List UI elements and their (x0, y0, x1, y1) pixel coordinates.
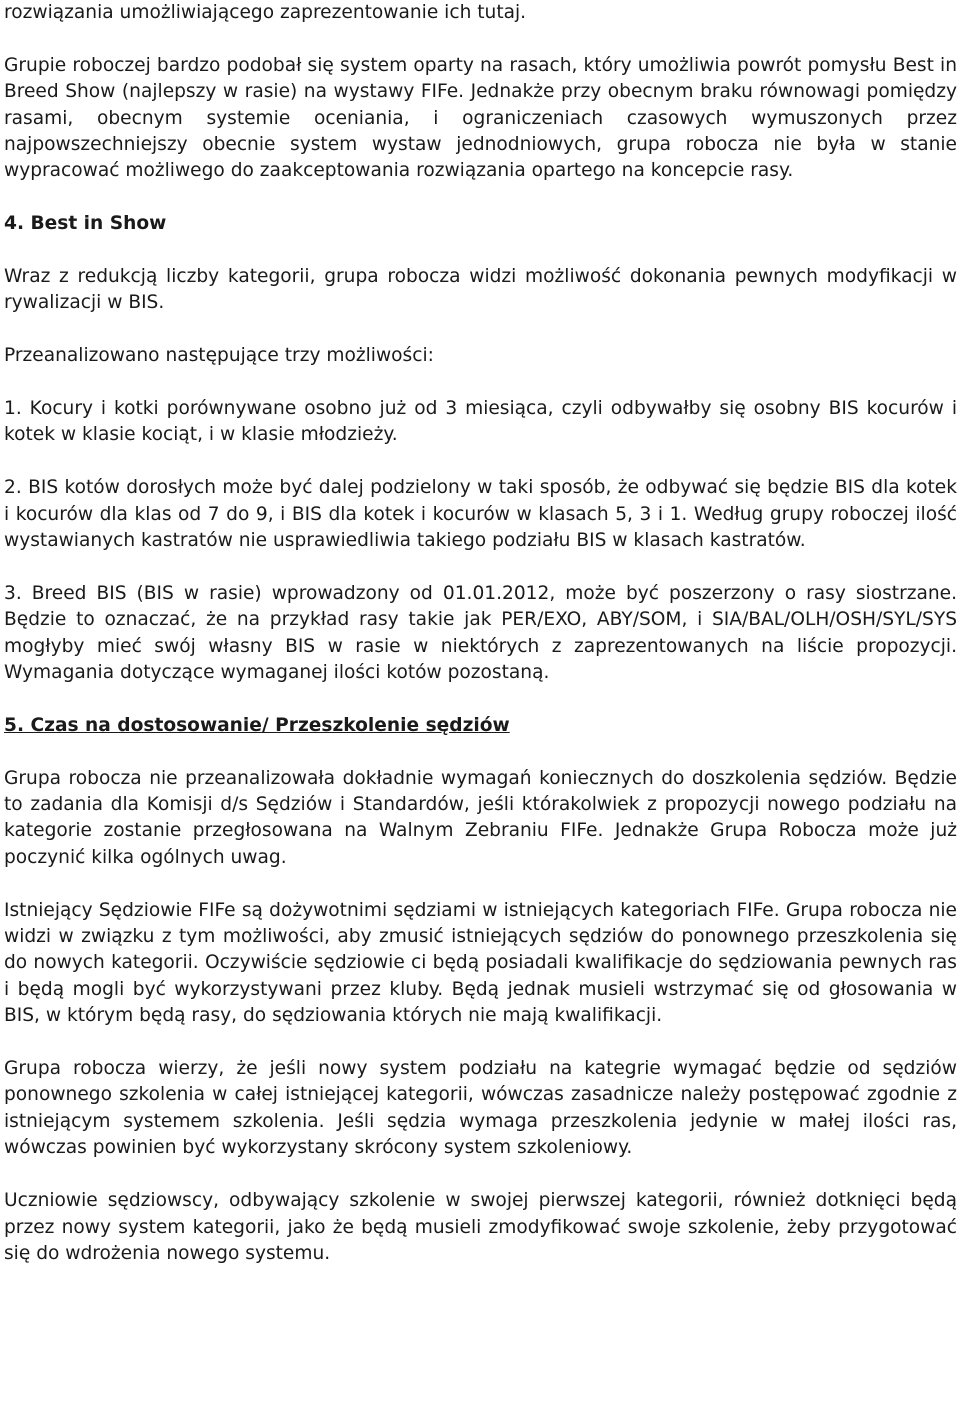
paragraph-bis-modifications: Wraz z redukcją liczby kategorii, grupa robocza widzi możliwość dokonania pewnych modyfikacji w rywalizacji w BIS. (4, 266, 957, 314)
option-2: 2. BIS kotów dorosłych może być dalej podzielony w taki sposób, że odbywać się będzie BIS dla kotek i kocurów dla klas od 7 do 9, i BIS dla kotek i kocurów w klasach 5, 3 i 1. Według grupy roboczej ilość wystawianych kastratów nie usprawiedliwia takiego podziału BIS w klasach kastratów. (4, 477, 957, 552)
paragraph-existing-judges: Istniejący Sędziowie FIFe są dożywotnimi sędziami w istniejących kategoriach FIFe. Grupa robocza nie widzi w związku z tym możliwości, aby zmusić istniejących sędziów do ponownego przeszkolenia się do nowych kategorii. Oczywiście sędziowie ci będą posiadali kwalifikacje do sędziowania pewnych ras i będą mogli być wykorzystywani przez kluby. Będą jednak musieli wstrzymać się od głosowania w BIS, w którym będą rasy, do sędziowania których nie mają kwalifikacji. (4, 899, 957, 1027)
paragraph-breed-system: Grupie roboczej bardzo podobał się system oparty na rasach, który umożliwia powrót pomysłu Best in Breed Show (najlepszy w rasie) na wystawy FIFe. Jednakże przy obecnym braku równowagi pomiędzy rasami, obecnym systemie oceniania, i ograniczeniach czasowych wymuszonych przez najpowszechniejszy obecnie system wystaw jednodniowych, grupa robocza nie była w stanie wypracować możliwego do zaakceptowania rozwiązania opartego na koncepcie rasy. (4, 54, 957, 182)
paragraph-trainee-judges: Uczniowie sędziowscy, odbywający szkolenie w swojej pierwszej kategorii, również dotknięci będą przez nowy system kategorii, jako że będą musieli zmodyfikować swoje szkolenie, żeby przygotować się do wdrożenia nowego systemu. (4, 1190, 957, 1264)
document-page (4, 0, 957, 1267)
option-3: 3. Breed BIS (BIS w rasie) wprowadzony od 01.01.2012, może być poszerzony o rasy siostrzane. Będzie to oznaczać, że na przykład rasy takie jak PER/EXO, ABY/SOM, i SIA/BAL/OLH/OSH/SYL/SYS mogłyby mieć swój własny BIS w rasie w niektórych z zaprezentowanych na liście propozycji. Wymagania dotyczące wymaganej ilości kotów pozostaną. (4, 582, 957, 684)
section-heading-best-in-show: 4. Best in Show (4, 213, 167, 235)
paragraph-three-options: Przeanalizowano następujące trzy możliwości: (4, 345, 434, 367)
paragraph-intro-tail: rozwiązania umożliwiającego zaprezentowanie ich tutaj. (4, 2, 527, 23)
section-heading-judge-training: 5. Czas na dostosowanie/ Przeszkolenie sędziów (4, 714, 510, 736)
option-1: 1. Kocury i kotki porównywane osobno już od 3 miesiąca, czyli odbywałby się osobny BIS kocurów i kotek w klasie kociąt, i w klasie młodzieży. (4, 398, 957, 446)
paragraph-training-requirements: Grupa robocza nie przeanalizowała dokładnie wymagań koniecznych do doszkolenia sędziów. Będzie to zadania dla Komisji d/s Sędziów i Standardów, jeśli którakolwiek z propozycji nowego podziału na kategorie zostanie przegłosowana na Walnym Zebraniu FIFe. Jednakże Grupa Robocza może już poczynić kilka ogólnych uwag. (4, 767, 957, 868)
paragraph-retraining: Grupa robocza wierzy, że jeśli nowy system podziału na kategrie wymagać będzie od sędziów ponownego szkolenia w całej istniejącej kategorii, wówczas zasadnicze należy postępować zgodnie z istniejącym systemem szkolenia. Jeśli sędzia wymaga przeszkolenia jedynie w małej ilości ras, wówczas powinien być wykorzystany skrócony system szkoleniowy. (4, 1058, 957, 1159)
